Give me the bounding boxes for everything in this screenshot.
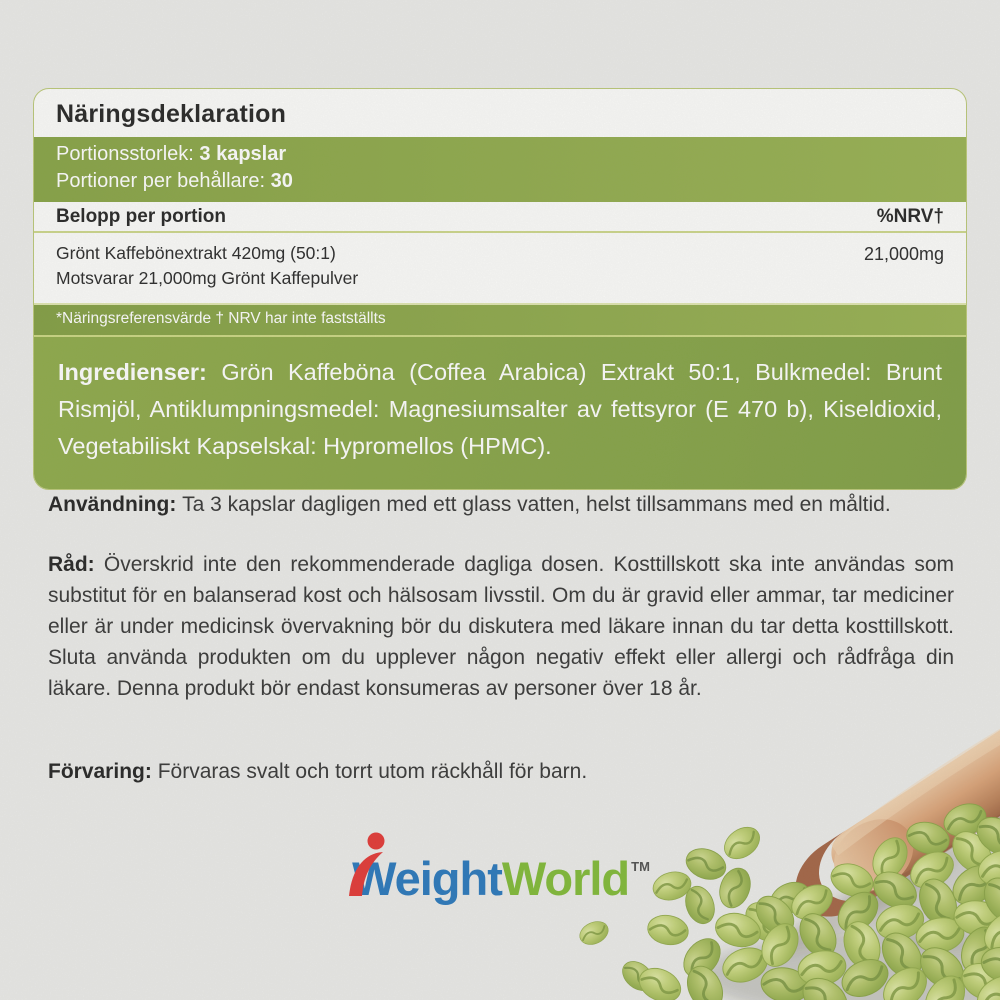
advice-label: Råd: (48, 553, 104, 576)
storage-label: Förvaring: (48, 760, 158, 783)
serving-size-label: Portionsstorlek: (56, 143, 200, 165)
usage-paragraph (48, 489, 954, 520)
storage-paragraph (48, 756, 954, 787)
nutrition-panel (33, 88, 967, 490)
brand-logo (0, 849, 1000, 921)
nutrient-detail: Motsvarar 21,000mg Grönt Kaffepulver (56, 268, 359, 288)
trademark-symbol: TM (631, 859, 650, 874)
servings-per-container-row (56, 168, 944, 195)
nrv-header: %NRV† (876, 206, 944, 227)
ingredients-section (34, 337, 966, 489)
nutrition-panel-title: Näringsdeklaration (56, 100, 287, 128)
nutrient-name: Grönt Kaffebönextrakt 420mg (50:1) (56, 243, 336, 263)
serving-info-band (34, 137, 966, 202)
nutrient-row (34, 233, 966, 303)
amount-per-serving-header: Belopp per portion (56, 206, 226, 227)
ingredients-label: Ingredienser: (58, 359, 222, 385)
brand-word-world: World (501, 852, 630, 905)
brand-figure-icon (343, 830, 403, 910)
brand-logo-text (352, 849, 648, 921)
ingredients-text: Grön Kaffeböna (Coffea Arabica) Extrakt 50:1, Bulkmedel: Brunt Rismjöl, Antiklumpningsmedel: Magnesiumsalter av fettsyror (E 470 b), Kiseldioxid, Vegetabiliskt Kapselskal: Hypromellos (HPMC). (58, 359, 942, 459)
advice-paragraph (48, 549, 954, 704)
serving-size-value: 3 kapslar (199, 143, 287, 165)
servings-per-container-label: Portioner per behållare: (56, 170, 271, 192)
brand-word-weight: Weight (352, 852, 502, 905)
usage-text: Ta 3 kapslar dagligen med ett glass vatten, helst tillsammans med en måltid. (182, 493, 891, 516)
nutrient-name-block (56, 241, 358, 291)
amounts-header-row (34, 202, 966, 233)
servings-per-container-value: 30 (270, 170, 293, 192)
nrv-footnote: *Näringsreferensvärde † NRV har inte fastställts (34, 303, 966, 337)
usage-label: Användning: (48, 493, 183, 516)
storage-text: Förvaras svalt och torrt utom räckhåll för barn. (157, 760, 588, 783)
nutrient-amount: 21,000mg (863, 244, 944, 264)
serving-size-row (56, 141, 944, 168)
advice-text: Överskrid inte den rekommenderade dagliga dosen. Kosttillskott ska inte användas som substitut för en balanserad kost och hälsosam livsstil. Om du är gravid eller ammar, tar mediciner eller är under medicinsk övervakning bör du diskutera med läkare innan du tar detta kosttillskott. Sluta använda produkten om du upplever någon negativ effekt eller allergi och rådfråga din läkare. Denna produkt bör endast konsumeras av personer över 18 år. (48, 553, 955, 700)
